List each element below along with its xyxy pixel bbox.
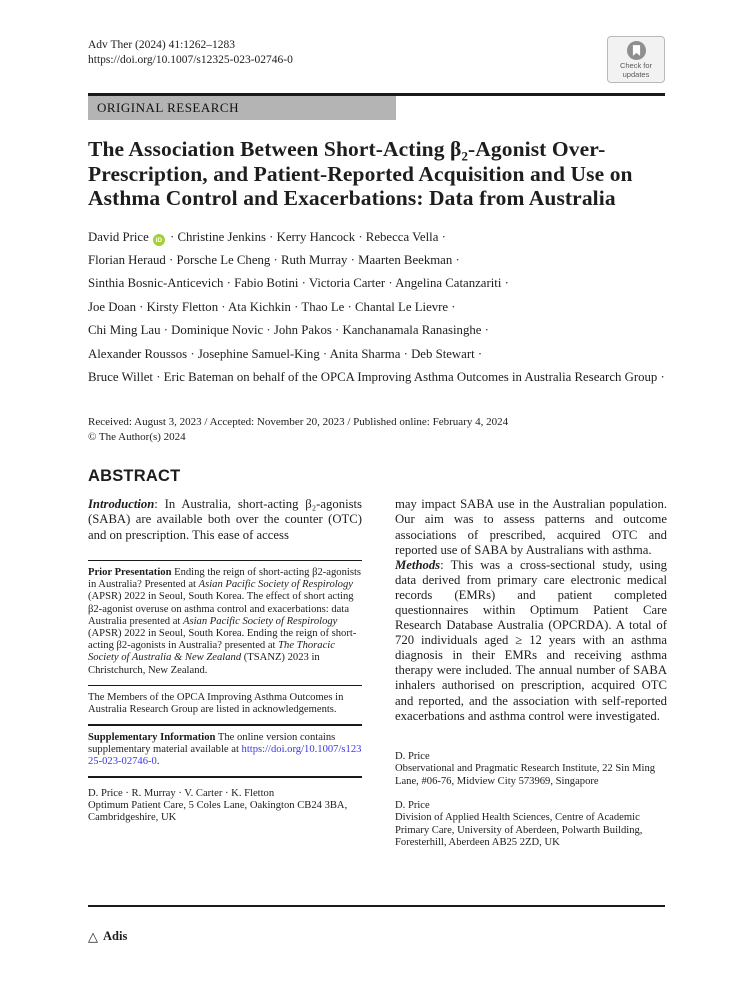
adis-logo bbox=[88, 929, 665, 944]
affiliation-authors: D. Price · R. Murray · V. Carter · K. Fletton bbox=[88, 787, 275, 799]
journal-citation: Adv Ther (2024) 41:1262–1283 bbox=[88, 39, 236, 51]
article-title: The Association Between Short-Acting β₂-Agonist Over-Prescription, and Patient-Reported Acquisition and Use on Asthma Control and Exacerbations: Data from Australia bbox=[88, 137, 633, 210]
note-divider bbox=[88, 776, 362, 777]
right-column bbox=[395, 497, 667, 849]
publication-dates bbox=[88, 415, 665, 444]
copyright-line: © The Author(s) 2024 bbox=[88, 430, 186, 443]
abstract-introduction: Introduction: In Australia, short-acting β₂-agonists (SABA) are available both over the counter (OTC) and on prescription. This ease of access bbox=[88, 497, 362, 542]
section-badge: ORIGINAL RESEARCH bbox=[88, 96, 396, 120]
orcid-icon[interactable]: iD bbox=[153, 234, 165, 246]
affiliation-block bbox=[88, 788, 362, 825]
author-line: Bruce Willet · Eric Bateman on behalf of the OPCA Improving Asthma Outcomes in Australia Research Group · bbox=[88, 369, 665, 384]
author-line: Alexander Roussos · Josephine Samuel-King · Anita Sharma · Deb Stewart · bbox=[88, 346, 483, 361]
affiliation-block bbox=[395, 800, 667, 850]
check-for-updates-badge[interactable] bbox=[607, 36, 665, 83]
left-column bbox=[88, 497, 362, 849]
received-accepted-line: Received: August 3, 2023 / Accepted: November 20, 2023 / Published online: February 4, 2024 bbox=[88, 416, 509, 429]
footer-divider bbox=[88, 905, 665, 907]
abstract-methods: Methods: This was a cross-sectional study, using data derived from primary care electronic medical records (EMRs) and patient completed questionnaires within Optimum Patient Care Research Database Australia (OPCRDA). A total of 720 individuals aged ≥ 12 years with an asthma diagnosis in their EMRs and receiving asthma therapy were included. The annual number of SABA inhalers authorised on prescription, acquired OTC and reported, and the association with self-reported exacerbations and asthma control were investigated. bbox=[395, 557, 667, 723]
author-list bbox=[88, 226, 665, 390]
author-line bbox=[88, 226, 665, 249]
author-line: Florian Heraud · Porsche Le Cheng · Ruth Murray · Maarten Beekman · bbox=[88, 252, 460, 267]
author-line: Joe Doan · Kirsty Fletton · Ata Kichkin · Thao Le · Chantal Le Lievre · bbox=[88, 299, 456, 314]
check-for-updates-label: Check for updates bbox=[619, 61, 653, 79]
page-footer bbox=[88, 905, 665, 944]
footnote-stack bbox=[88, 560, 362, 778]
affiliation-address: Observational and Pragmatic Research Institute, 22 Sin Ming Lane, #06-76, Midview City 573969, Singapore bbox=[395, 763, 656, 787]
author-names: · Christine Jenkins · Kerry Hancock · Rebecca Vella · bbox=[166, 229, 446, 244]
adis-label: Adis bbox=[103, 928, 128, 943]
author-line: Chi Ming Lau · Dominique Novic · John Pakos · Kanchanamala Ranasinghe · bbox=[88, 323, 489, 338]
affiliation-author: D. Price bbox=[395, 799, 430, 811]
group-members-note: The Members of the OPCA Improving Asthma Outcomes in Australia Research Group are listed in acknowledgements. bbox=[88, 692, 344, 716]
prior-presentation-note: Prior Presentation Ending the reign of short-acting β2-agonists in Australia? Presented at Asian Pacific Society of Respirology (APSR) 2022 in Seoul, South Korea. The effect of short acting β2-agonist overuse on asthma control and exacerbations: data Australia presented at Asian Pacific Society of Respirology (APSR) 2022 in Seoul, South Korea. Ending the reign of short-acting β2-agonists in Australia? presented at The Thoracic Society of Australia & New Zealand (TSANZ) 2023 in Christchurch, New Zealand. bbox=[88, 566, 362, 676]
adis-triangle-icon: △ bbox=[88, 928, 98, 944]
author-line: Sinthia Bosnic-Anticevich · Fabio Botini · Victoria Carter · Angelina Catanzariti · bbox=[88, 276, 509, 291]
page-header bbox=[88, 38, 665, 120]
affiliation-block bbox=[395, 751, 667, 788]
abstract-introduction-continued: may impact SABA use in the Australian population. Our aim was to assess patterns and outcome associations of prescribed, acquired OTC and reported use of SABA by Australians with asthma. bbox=[395, 497, 667, 557]
affiliation-address: Division of Applied Health Sciences, Centre of Academic Primary Care, University of Aberdeen, Polwarth Building, Foresterhill, Aberdeen AB25 2ZD, UK bbox=[395, 812, 643, 849]
abstract-heading: ABSTRACT bbox=[88, 467, 181, 486]
two-column-body bbox=[88, 497, 665, 849]
affiliation-author: D. Price bbox=[395, 750, 430, 762]
author-name: David Price bbox=[88, 229, 149, 244]
doi-text[interactable]: https://doi.org/10.1007/s12325-023-02746-0 bbox=[88, 54, 293, 66]
bookmark-icon bbox=[627, 41, 646, 60]
supplementary-information-note: Supplementary Information The online version contains supplementary material available at https://doi.org/10.1007/s12325-023-02746-0. bbox=[88, 731, 362, 768]
affiliation-address: Optimum Patient Care, 5 Coles Lane, Oakington CB24 3BA, Cambridgeshire, UK bbox=[88, 800, 348, 824]
